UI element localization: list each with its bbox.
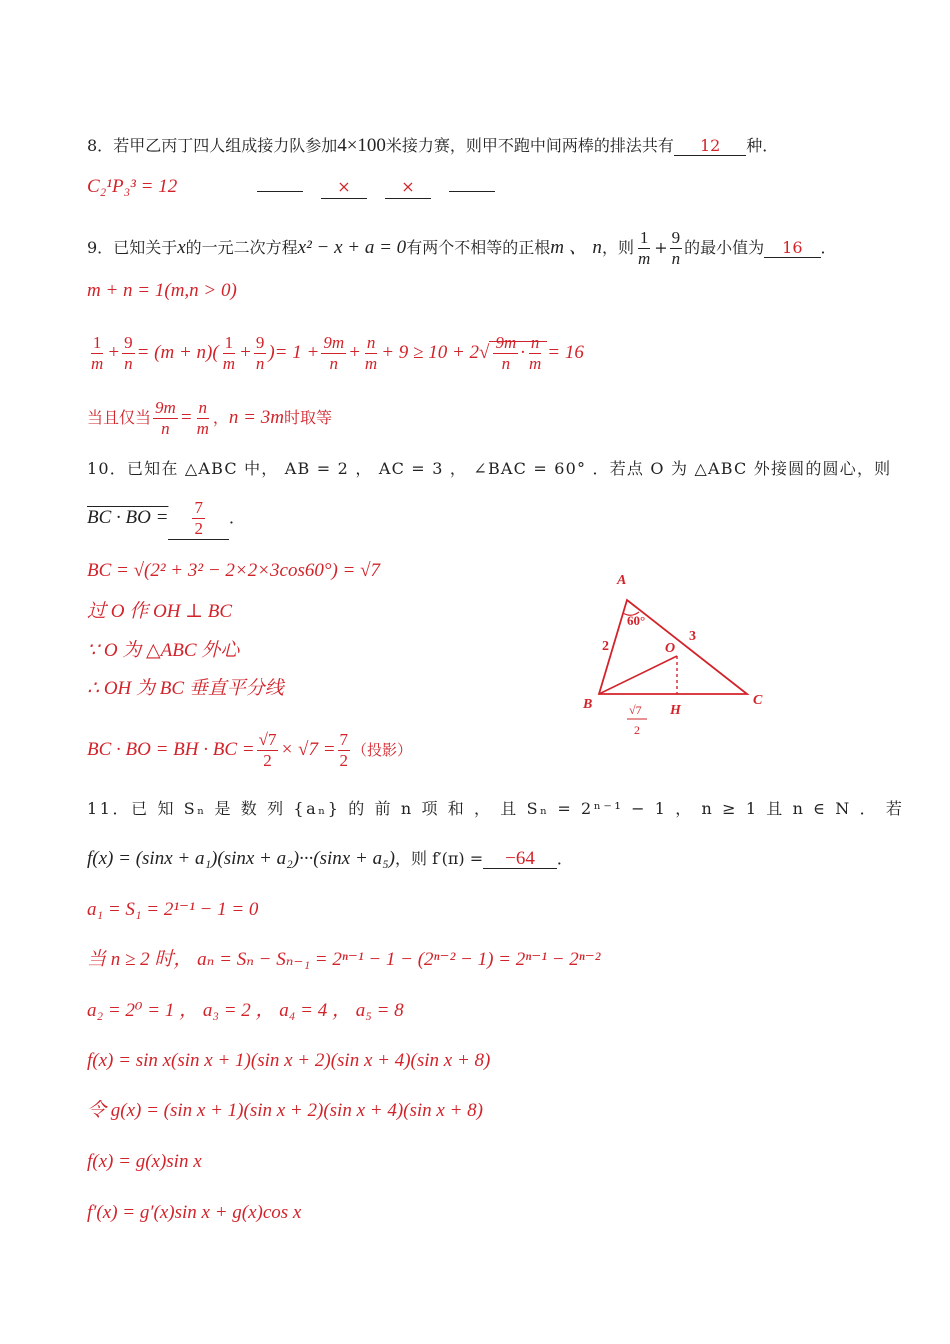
q8-blank-1 xyxy=(257,191,303,192)
q11-number: 11． xyxy=(87,799,132,818)
label-a: A xyxy=(617,573,627,588)
q11-then: ，则 f′(π) = xyxy=(395,849,484,868)
q9-var: x xyxy=(177,237,186,258)
q8-text2: 米接力赛，则甲不跑中间两棒的排法共有 xyxy=(385,136,674,155)
q11-question xyxy=(87,798,904,820)
q8-blank-3: × xyxy=(385,176,431,199)
triangle-diagram xyxy=(575,568,775,748)
label-bh-den: 2 xyxy=(634,723,640,737)
q10-question xyxy=(87,458,891,480)
q9-line3a: 当且仅当 xyxy=(87,408,152,427)
q9-answer: 16 xyxy=(782,238,803,257)
q9-line2d: = 16 xyxy=(547,341,584,363)
q11-solution-2: 当 n ≥ 2 时， aₙ = Sₙ − Sₙ₋₁ = 2ⁿ⁻¹ − 1 − (2ⁿ⁻² − 1) = 2ⁿ⁻¹ − 2ⁿ⁻² xyxy=(87,949,601,970)
q10-answer-blank xyxy=(168,498,229,540)
q9-solution-3: 当且仅当 $\frac{9m}{n}$ = $\frac{n}{m}$ ，n = 3m时取等 xyxy=(87,398,332,438)
q10-question-2: BC · BO = $\frac{7}{2}$ ． xyxy=(87,498,245,538)
q9-text5: 的最小值为 xyxy=(684,238,765,257)
q9-line2c: + 9 ≥ 10 + 2 xyxy=(381,341,480,363)
q8-answer: 12 xyxy=(699,136,721,155)
label-ab: 2 xyxy=(602,639,609,654)
q10-answer: $\frac{7}{2}$ xyxy=(194,498,203,538)
q10-text: 已知在 △ABC 中， AB = 2 ， AC = 3 ， ∠BAC = 60° ．若点 O 为 △ABC 外接圆的圆心，则 xyxy=(126,459,892,478)
q11-fx: f(x) = (sinx + a₁)(sinx + a₂)···(sinx + a₅) xyxy=(87,848,395,869)
q11-solution-1: a₁ = S₁ = 2¹⁻¹ − 1 = 0 xyxy=(87,899,259,920)
q10-solution-4: ∴ OH 为 BC 垂直平分线 xyxy=(87,678,284,699)
q10-solution-2: 过 O 作 OH ⊥ BC xyxy=(87,601,233,622)
q9-answer-blank xyxy=(764,238,820,258)
q9-line2a: = (m + n) xyxy=(136,341,213,363)
q10-s5a: BC · BO = BH · BC = xyxy=(87,738,255,760)
q11-solution-3: a₂ = 2⁰ = 1 ， a₃ = 2 ， a₄ = 4 ， a₅ = 8 xyxy=(87,1000,404,1021)
q8-solution-row xyxy=(87,176,513,199)
q11-text: 已 知 Sₙ 是 数 列 {aₙ} 的 前 n 项 和 ， 且 Sₙ = 2ⁿ⁻¹ − 1 ， n ≥ 1 且 n ∈ N ． 若 xyxy=(131,799,905,818)
q11-end: ． xyxy=(556,849,573,868)
q9-roots: m 、 n xyxy=(550,237,602,258)
label-c: C xyxy=(753,693,763,708)
q9-solution-1: m + n = 1(m,n > 0) xyxy=(87,280,237,301)
label-ac: 3 xyxy=(689,629,696,644)
q9-question: 9．已知关于x的一元二次方程x² − x + a = 0有两个不相等的正根m 、 n，则 $\frac{1}{m}$ + $\frac{9}{n}$ 的最小值为 16 ． xyxy=(87,228,837,268)
q11-answer: −64 xyxy=(505,848,535,869)
q10-solution-1: BC = √(2² + 3² − 2×2×3cos60°) = √7 xyxy=(87,560,381,581)
label-angle: 60° xyxy=(627,613,646,628)
q11-solution-7: f′(x) = g′(x)sin x + g(x)cos x xyxy=(87,1202,302,1223)
q10-s5b: × √7 = xyxy=(280,738,336,760)
q10-solution-5: BC · BO = BH · BC = $\frac{√7}{2}$ × √7 = $\frac{7}{2}$ （投影） xyxy=(87,730,413,770)
segment-bo xyxy=(599,656,677,694)
q9-number: 9． xyxy=(87,238,114,257)
q9-line3b: ， xyxy=(212,408,229,427)
q9-line3d: 时取等 xyxy=(283,408,332,427)
label-o: O xyxy=(665,641,676,656)
q9-line2b: = 1 + xyxy=(274,341,320,363)
q11-question-2 xyxy=(87,848,573,870)
q11-solution-4: f(x) = sin x(sin x + 1)(sin x + 2)(sin x + 4)(sin x + 8) xyxy=(87,1050,491,1071)
q8-solution: C₂¹P₃³ = 12 xyxy=(87,176,178,197)
q9-line3c: n = 3m xyxy=(228,407,284,428)
q9-fraction-1-over-m: $\frac{1}{m}$ xyxy=(637,228,651,268)
q11-solution-5: 令 g(x) = (sin x + 1)(sin x + 2)(sin x + 4)(sin x + 8) xyxy=(87,1100,483,1121)
q9-text3: 有两个不相等的正根 xyxy=(406,238,551,257)
q9-text4: ，则 xyxy=(601,238,634,257)
q9-text2: 的一元二次方程 xyxy=(185,238,298,257)
q9-end: ． xyxy=(820,238,837,257)
q10-number: 10． xyxy=(87,459,127,478)
q8-blank-4 xyxy=(449,191,495,192)
label-b: B xyxy=(583,697,593,712)
q8-expr: 4×100 xyxy=(337,135,386,156)
q9-equation: x² − x + a = 0 xyxy=(297,237,407,258)
q10-solution-3: ∵ O 为 △ABC 外心 xyxy=(87,640,240,661)
q9-solution-2: $\frac{1}{m}$ + $\frac{9}{n}$ = (m + n)( $\frac{1}{m}$ + $\frac{9}{n}$ )= 1 + $\frac{9m}{n}$ + $\frac{n}{m}$ + 9 ≥ 10 + 2√ $\frac{9m}{n}$ · $\frac{n}{m}$ = 16 xyxy=(91,333,584,373)
q9-fraction-9-over-n: $\frac{9}{n}$ xyxy=(671,228,681,268)
q8-blank-2: × xyxy=(321,176,367,199)
q8-number: 8． xyxy=(87,136,114,155)
q8-answer-blank xyxy=(674,136,746,156)
q10-vector-expr: BC · BO = xyxy=(87,507,169,528)
q11-answer-blank xyxy=(483,849,557,869)
label-bh-num: √7 xyxy=(629,703,642,717)
q8-question xyxy=(87,135,778,157)
q11-solution-6: f(x) = g(x)sin x xyxy=(87,1151,202,1172)
q9-text: 已知关于 xyxy=(113,238,178,257)
q10-s5c: （投影） xyxy=(352,740,413,759)
label-h: H xyxy=(670,703,681,718)
q8-text: 若甲乙丙丁四人组成接力队参加 xyxy=(113,136,338,155)
q8-unit: 种． xyxy=(746,136,779,155)
